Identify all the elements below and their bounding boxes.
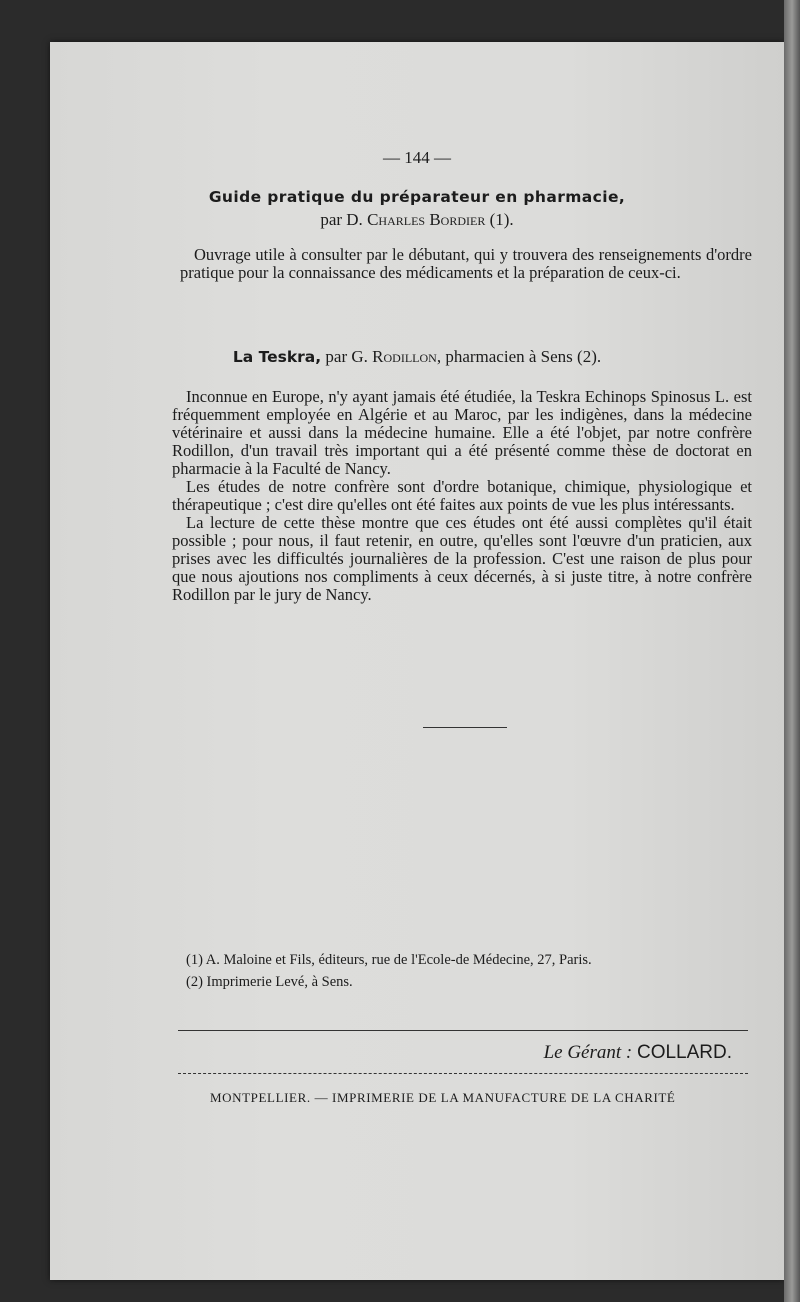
footnote-2: (2) Imprimerie Levé, à Sens. xyxy=(186,974,353,990)
article1-text: Ouvrage utile à consulter par le débutant, qui y trouvera des renseignements d'ordre pratique pour la connaissance des médicaments et la préparation de ceux-ci. xyxy=(180,245,752,282)
gerant-name: COLLARD. xyxy=(636,1042,732,1063)
gerant-line xyxy=(544,1042,732,1064)
book-edge xyxy=(784,0,800,1302)
article2-heading xyxy=(50,347,784,367)
article2-byline-suffix: pharmacien à Sens (2). xyxy=(445,347,602,366)
section-divider xyxy=(423,727,507,728)
printer-imprint: MONTPELLIER. — IMPRIMERIE DE LA MANUFACTURE DE LA CHARITÉ xyxy=(210,1090,676,1105)
footnote-1: (1) A. Maloine et Fils, éditeurs, rue de l'Ecole-de Médecine, 27, Paris. xyxy=(186,952,592,968)
article2-paragraph-2: Les études de notre confrère sont d'ordre botanique, chimique, physiologique et thérapeutique ; c'est dire qu'elles ont été faites aux points de vue les plus intéressants. xyxy=(172,477,752,514)
article1-author: Charles Bordier xyxy=(367,210,486,229)
gerant-label: Le Gérant : xyxy=(543,1042,633,1063)
footer-rule-top xyxy=(178,1030,748,1031)
article2-paragraph-1: Inconnue en Europe, n'y ayant jamais été étudiée, la Teskra Echinops Spinosus L. est fréquemment employée en Algérie et au Maroc, par les indigènes, dans la médecine vétérinaire et aussi dans la médecine humaine. Elle a été l'objet, par notre confrère Rodillon, d'un travail très important qui a été présenté comme thèse de doctorat en pharmacie à la Faculté de Nancy. xyxy=(172,387,752,478)
page-number: — 144 — xyxy=(383,148,451,167)
article2-author: Rodillon, xyxy=(372,347,442,366)
article2-byline-prefix: par G. xyxy=(325,347,368,366)
article1-byline-suffix: (1). xyxy=(489,210,514,229)
article1-title: Guide pratique du préparateur en pharmacie, xyxy=(208,188,626,206)
article1-byline xyxy=(50,210,784,230)
document-page xyxy=(50,42,784,1280)
article2-paragraph-3: La lecture de cette thèse montre que ces études ont été aussi complètes qu'il était possible ; pour nous, il faut retenir, en outre, qu'elles sont l'œuvre d'un praticien, aux prises avec les difficultés journalières de la profession. C'est une raison de plus pour que nous ajoutions nos compliments à ceux décernés, à si juste titre, à notre confrère Rodillon par le jury de Nancy. xyxy=(172,513,752,604)
article2-title: La Teskra, xyxy=(232,348,322,366)
footer-rule-bottom xyxy=(178,1073,748,1074)
article2-body xyxy=(172,388,752,604)
article1-byline-prefix: par D. xyxy=(320,210,363,229)
